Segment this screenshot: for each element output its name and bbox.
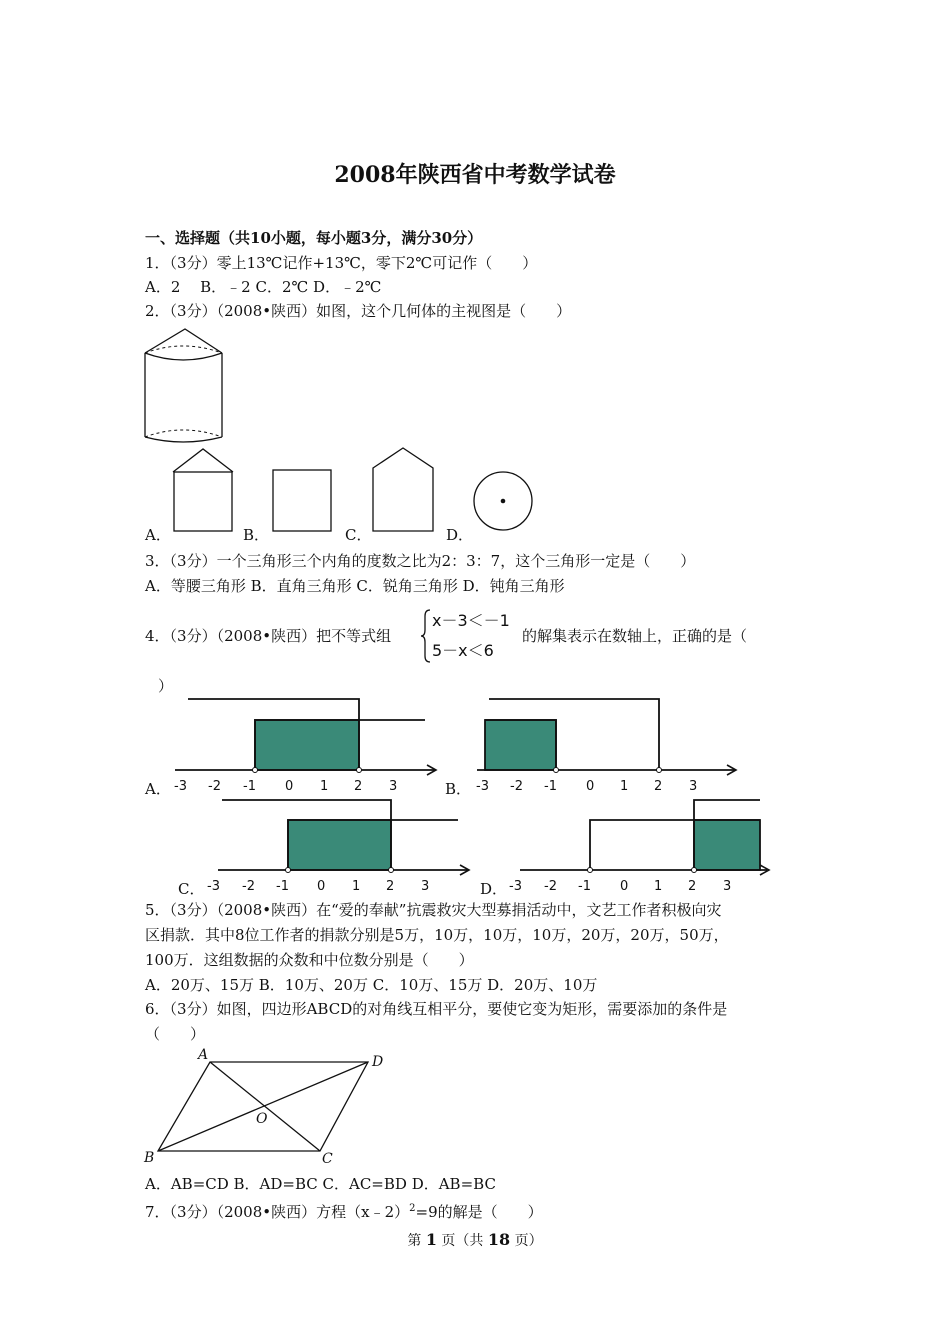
tick-label: -3 — [509, 879, 522, 894]
exponent: 2 — [409, 1203, 416, 1214]
tick-label: 1 — [352, 879, 361, 894]
tick-label: -2 — [208, 779, 221, 794]
tick-label: 2 — [688, 879, 697, 894]
page-footer — [0, 1230, 950, 1250]
q2-option-a-figure — [170, 446, 236, 534]
footer-total-pages: 18 — [487, 1230, 511, 1249]
point-a-label: A — [198, 1047, 209, 1063]
question-2-stem: 2．（3分）（2008•陕西）如图，这个几何体的主视图是（ ） — [145, 302, 572, 320]
question-5-line-1: 5．（3分）（2008•陕西）在“爱的奉献”抗震救灾大型募捐活动中，文艺工作者积极向灾 — [145, 901, 722, 919]
q4-option-c-label: C． — [178, 880, 205, 898]
tick-label: 0 — [317, 879, 326, 894]
question-5-line-2: 区捐款．其中8位工作者的捐款分别是5万，10万，10万，10万，20万，20万，50万， — [145, 926, 729, 944]
tick-label: -2 — [544, 879, 557, 894]
q2-option-b-figure — [270, 468, 334, 534]
question-1-options: A．2 B．﹣2 C．2℃ D．﹣2℃ — [145, 278, 382, 296]
question-7-stem — [145, 1199, 543, 1222]
point-d-label: D — [372, 1054, 384, 1070]
tick-label: 2 — [386, 879, 395, 894]
tick-label: 0 — [620, 879, 629, 894]
tick-label: 1 — [320, 779, 329, 794]
q4-option-d-label: D． — [480, 880, 508, 898]
question-3-options: A．等腰三角形 B．直角三角形 C．锐角三角形 D．钝角三角形 — [145, 577, 565, 595]
tick-label: -2 — [242, 879, 255, 894]
footer-pre: 第 — [407, 1233, 426, 1249]
tick-label: -1 — [276, 879, 289, 894]
tick-label: 2 — [354, 779, 363, 794]
tick-label: 2 — [654, 779, 663, 794]
tick-label: 3 — [723, 879, 732, 894]
q2-option-d-label: D． — [446, 526, 474, 544]
q2-option-a-label: A． — [145, 526, 171, 544]
point-c-label: C — [322, 1151, 333, 1167]
tick-label: -3 — [476, 779, 489, 794]
question-1-stem: 1．（3分）零上13℃记作+13℃，零下2℃可记作（ ） — [145, 254, 538, 272]
footer-page-number: 1 — [425, 1230, 437, 1249]
question-3-stem: 3．（3分）一个三角形三个内角的度数之比为2：3：7，这个三角形一定是（ ） — [145, 552, 696, 570]
tick-label: 1 — [620, 779, 629, 794]
point-o-label: O — [256, 1111, 268, 1127]
question-6-line-2: （ ） — [145, 1025, 206, 1043]
q4-inequality-2: 5－x＜6 — [432, 641, 494, 660]
question-5-options: A．20万、15万 B．10万、20万 C．10万、15万 D．20万、10万 — [145, 976, 598, 994]
q6-parallelogram-figure — [140, 1045, 390, 1170]
tick-label: 1 — [654, 879, 663, 894]
tick-label: -1 — [544, 779, 557, 794]
point-b-label: B — [144, 1150, 155, 1166]
q4-option-b-label: B． — [445, 780, 472, 798]
question-7-stem-post: =9的解是（ ） — [415, 1203, 543, 1221]
tick-label: 0 — [285, 779, 294, 794]
q2-option-c-figure — [370, 446, 436, 534]
tick-label: 3 — [389, 779, 398, 794]
q4-inequality-1: x－3＜－1 — [432, 611, 510, 630]
tick-label: -1 — [578, 879, 591, 894]
tick-label: 3 — [689, 779, 698, 794]
footer-post: 页） — [510, 1233, 543, 1249]
q2-option-c-label: C． — [345, 526, 372, 544]
tick-label: 3 — [421, 879, 430, 894]
question-4-stem: 4．（3分）（2008•陕西）把不等式组 — [145, 627, 392, 645]
tick-label: -1 — [243, 779, 256, 794]
footer-mid: 页（共 — [436, 1233, 488, 1249]
tick-label: 0 — [586, 779, 595, 794]
q4-option-a-label: A． — [145, 780, 171, 798]
tick-label: -3 — [207, 879, 220, 894]
question-4-stem-close: ） — [158, 677, 174, 695]
tick-label: -2 — [510, 779, 523, 794]
question-6-options: A．AB=CD B．AD=BC C．AC=BD D．AB=BC — [145, 1175, 496, 1193]
question-4-stem-cont: 的解集表示在数轴上，正确的是（ — [522, 627, 748, 645]
question-7-stem-pre: 7．（3分）（2008•陕西）方程（x﹣2） — [145, 1203, 410, 1221]
q2-option-b-label: B． — [243, 526, 270, 544]
question-6-line-1: 6．（3分）如图，四边形ABCD的对角线互相平分，要使它变为矩形，需要添加的条件是 — [145, 1000, 728, 1018]
q2-solid-figure — [140, 325, 230, 445]
page-title: 2008年陕西省中考数学试卷 — [334, 162, 616, 188]
q2-option-d-figure — [472, 470, 536, 534]
q4-brace-icon — [420, 608, 432, 664]
section-heading: 一、选择题（共10小题，每小题3分，满分30分） — [145, 229, 483, 247]
tick-label: -3 — [174, 779, 187, 794]
question-5-line-3: 100万．这组数据的众数和中位数分别是（ ） — [145, 951, 474, 969]
